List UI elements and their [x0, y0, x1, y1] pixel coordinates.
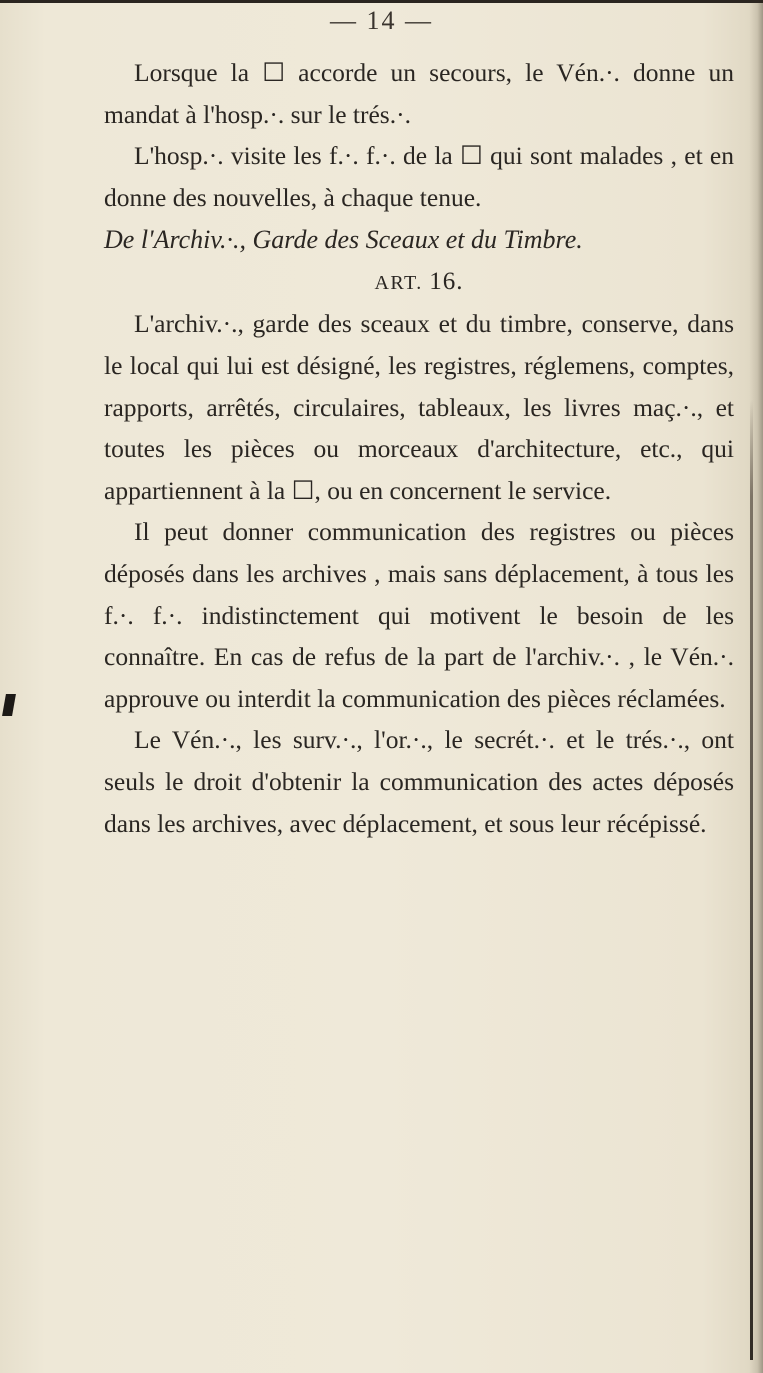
article-prefix: ART.: [374, 272, 423, 295]
page-edge-line: [750, 400, 753, 1360]
paragraph-communication: Il peut donner communication des registres ou pièces déposés dans les archives , mais sans déplacement, à tous les f.·. f.·. indistinctement qui motivent le besoin de les connaître. En cas de refus de la part de l'archiv.·. , le Vén.·. approuve ou interdit la communication des pièces réclamées.: [104, 517, 734, 713]
paragraph-secours: Lorsque la ☐ accorde un secours, le Vén.·. donne un mandat à l'hosp.·. sur le trés.·.: [104, 58, 734, 129]
page-text: [104, 52, 734, 844]
article-number: 16.: [429, 268, 464, 296]
paragraph-deplacement: Le Vén.·., les surv.·., l'or.·., le secrét.·. et le trés.·., ont seuls le droit d'obtenir la communication des actes déposés dans les archives, avec déplacement, et sous leur récépissé.: [104, 725, 734, 838]
margin-mark: [2, 694, 16, 716]
article-heading: [104, 262, 734, 303]
page-number: — 14 —: [330, 6, 433, 35]
paragraph-archiviste: L'archiv.·., garde des sceaux et du timbre, conserve, dans le local qui lui est désigné, les registres, réglemens, comptes, rapports, arrêtés, circulaires, tableaux, les livres maç.·., et toutes les pièces ou morceaux d'architecture, etc., qui appartiennent à la ☐, ou en concernent le service.: [104, 309, 734, 505]
paragraph-hospitalier: L'hosp.·. visite les f.·. f.·. de la ☐ qui sont malades , et en donne des nouvelles, à chaque tenue.: [104, 141, 734, 212]
top-edge: [0, 0, 763, 3]
section-title: De l'Archiv.·., Garde des Sceaux et du Timbre.: [104, 225, 583, 255]
